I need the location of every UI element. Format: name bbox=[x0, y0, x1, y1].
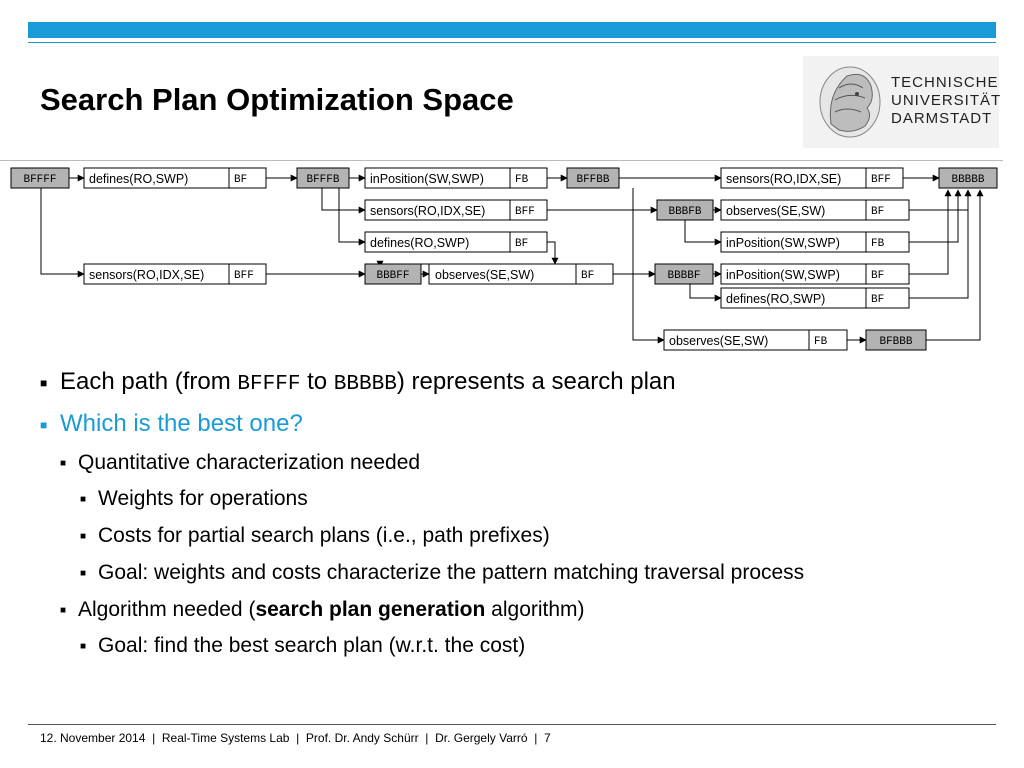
operation-label: inPosition(SW,SWP) bbox=[726, 268, 840, 282]
bullet-item: ■ Quantitative characterization needed bbox=[60, 451, 421, 474]
operation-label: sensors(RO,IDX,SE) bbox=[370, 204, 486, 218]
adornment-label: BF bbox=[871, 294, 885, 306]
bullet-item: ■ Costs for partial search plans (i.e., path prefixes) bbox=[80, 524, 550, 547]
logo-line-2: UNIVERSITÄT bbox=[891, 92, 1002, 109]
state-label: BFFFB bbox=[306, 174, 340, 186]
athena-seal-icon bbox=[817, 64, 883, 140]
state-node bbox=[11, 168, 69, 188]
state-label: BBBBB bbox=[951, 174, 985, 186]
adornment-label: BF bbox=[871, 206, 885, 218]
state-node bbox=[297, 168, 349, 188]
operation-node bbox=[84, 168, 266, 188]
code-bbbbb: BBBBB bbox=[333, 373, 397, 396]
state-node bbox=[365, 264, 421, 284]
state-node bbox=[657, 200, 713, 220]
operation-label: defines(RO,SWP) bbox=[89, 172, 189, 186]
logo-line-3: DARMSTADT bbox=[891, 110, 993, 127]
state-node bbox=[567, 168, 619, 188]
state-label: BBBFB bbox=[668, 206, 702, 218]
operation-label: observes(SE,SW) bbox=[669, 334, 769, 348]
operation-label: sensors(RO,IDX,SE) bbox=[89, 268, 205, 282]
operation-node bbox=[365, 232, 547, 252]
state-label: BFFBB bbox=[576, 174, 610, 186]
operation-label: inPosition(SW,SWP) bbox=[370, 172, 484, 186]
adornment-label: BF bbox=[515, 238, 529, 250]
state-label: BBBBF bbox=[667, 270, 701, 282]
bullet-item: ■ Each path (from BFFFF to BBBBB) represents a search plan bbox=[40, 368, 676, 396]
adornment-label: BF bbox=[234, 174, 248, 186]
adornment-label: BFF bbox=[871, 174, 891, 186]
header-accent-line bbox=[28, 42, 996, 43]
bullet-item: ■ Goal: weights and costs characterize the pattern matching traversal process bbox=[80, 561, 805, 584]
operation-node bbox=[664, 330, 847, 350]
operation-label: inPosition(SW,SWP) bbox=[726, 236, 840, 250]
operation-node bbox=[721, 168, 903, 188]
state-node bbox=[655, 264, 713, 284]
operation-node bbox=[721, 200, 909, 220]
state-label: BFFFF bbox=[23, 174, 57, 186]
logo-line-1: TECHNISCHE bbox=[891, 74, 999, 91]
slide-title: Search Plan Optimization Space bbox=[40, 82, 514, 117]
operation-node bbox=[721, 264, 909, 284]
state-node bbox=[866, 330, 926, 350]
operation-node bbox=[365, 200, 547, 220]
operation-node bbox=[721, 288, 909, 308]
footer-text: 12. November 2014 | Real-Time Systems Lab | Prof. Dr. Andy Schürr | Dr. Gergely Varró | 7 bbox=[40, 731, 551, 745]
bullet-item: ■ Goal: find the best search plan (w.r.t. the cost) bbox=[80, 634, 526, 657]
adornment-label: FB bbox=[814, 336, 828, 348]
operation-label: defines(RO,SWP) bbox=[726, 292, 826, 306]
adornment-label: FB bbox=[871, 238, 885, 250]
operation-node bbox=[429, 264, 613, 284]
bullet-item: ■ Which is the best one? bbox=[40, 410, 303, 437]
state-label: BFBBB bbox=[879, 336, 913, 348]
bullet-item: ■ Weights for operations bbox=[80, 487, 308, 510]
operation-node bbox=[84, 264, 266, 284]
operation-label: defines(RO,SWP) bbox=[370, 236, 470, 250]
footer-rule bbox=[28, 724, 996, 725]
code-bffff: BFFFF bbox=[237, 373, 301, 396]
operation-label: observes(SE,SW) bbox=[726, 204, 826, 218]
operation-label: observes(SE,SW) bbox=[435, 268, 535, 282]
operation-label: sensors(RO,IDX,SE) bbox=[726, 172, 842, 186]
bullet-item: ■ Algorithm needed (search plan generation algorithm) bbox=[60, 598, 585, 621]
search-plan-graph bbox=[0, 150, 1024, 360]
adornment-label: BFF bbox=[515, 206, 535, 218]
operation-node bbox=[721, 232, 909, 252]
university-logo bbox=[803, 56, 1002, 148]
bold-term: search plan generation bbox=[255, 598, 486, 621]
operation-node bbox=[365, 168, 547, 188]
state-node bbox=[939, 168, 997, 188]
header-accent-bar bbox=[28, 22, 996, 38]
adornment-label: BF bbox=[871, 270, 885, 282]
adornment-label: BF bbox=[581, 270, 595, 282]
adornment-label: FB bbox=[515, 174, 529, 186]
adornment-label: BFF bbox=[234, 270, 254, 282]
state-label: BBBFF bbox=[376, 270, 410, 282]
